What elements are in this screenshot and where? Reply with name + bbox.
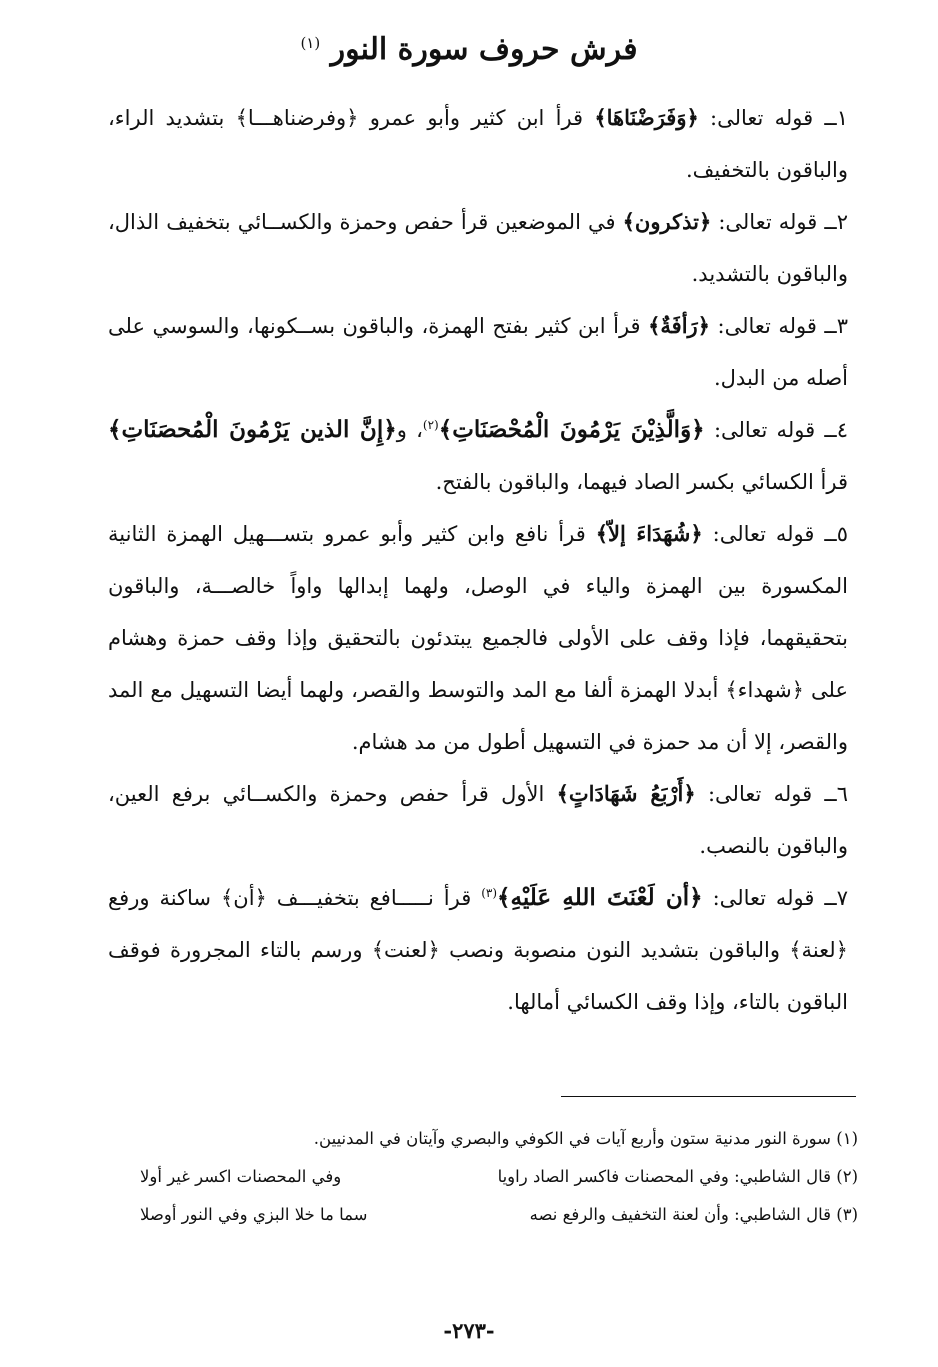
paragraph-lead: قوله تعالى:: [717, 314, 817, 338]
paragraph-lead: قوله تعالى:: [707, 782, 813, 806]
footnote-2-first-hemistich: (٢) قال الشاطبي: وفي المحصنات فاكسر الصاد راويا: [497, 1167, 858, 1186]
footnote-3-first-hemistich: (٣) قال الشاطبي: وأن لعنة التخفيف والرفع نصه: [529, 1205, 858, 1224]
paragraph-connector: ، و: [396, 418, 423, 442]
footnote-2-second-hemistich: وفي المحصنات اكسر غير أولا: [140, 1167, 342, 1186]
paragraph-text: في الموضعين قرأ حفص وحمزة والكســائي بتخفيف الذال، والباقون بالتشديد.: [108, 210, 848, 286]
quran-quote: ﴿وَفَرَضْنَاهَا﴾: [594, 105, 699, 130]
page-title: [0, 30, 938, 69]
quran-quote: ﴿وَالَّذِيْنَ يَرْمُونَ الْمُحْصَنَاتِ﴾: [438, 416, 705, 443]
paragraph-text: قرأ نـــــافع بتخفيـــف ﴿أن﴾ ساكنة ورفع ﴿لعنة﴾ والباقون بتشديد النون منصوبة ونصب ﴿لعنت﴾ ورسم بالتاء المجرورة فوقف الباقون بالتاء، وإذا وقف الكسائي أمالها.: [108, 886, 848, 1014]
paragraph-6: [108, 768, 848, 872]
quran-quote: ﴿تذكرون﴾: [622, 209, 712, 234]
paragraph-number: ٤ــ: [824, 418, 848, 442]
footnotes: [140, 1120, 858, 1234]
paragraph-text: قرأ ابن كثير وأبو عمرو ﴿وفرضناهـــا﴾ بتشديد الراء، والباقون بالتخفيف.: [108, 106, 848, 182]
paragraph-1: [108, 92, 848, 196]
footnote-1: (١) سورة النور مدنية ستون وأربع آيات في الكوفي والبصري وآيتان في المدنيين.: [313, 1129, 858, 1148]
paragraph-5: [108, 508, 848, 768]
footnote-3-second-hemistich: سما ما خلا البزي وفي النور أوصلا: [140, 1205, 368, 1224]
paragraph-number: ٦ــ: [824, 782, 848, 806]
paragraph-number: ١ــ: [824, 106, 848, 130]
footnote-divider: [561, 1096, 856, 1097]
paragraph-text: الأول قرأ حفص وحمزة والكســائي برفع العين، والباقون بالنصب.: [108, 782, 848, 858]
paragraph-4: [108, 404, 848, 508]
paragraph-lead: قوله تعالى:: [712, 886, 815, 910]
page-number: -٢٧٣-: [443, 1318, 495, 1343]
paragraph-2: [108, 196, 848, 300]
paragraph-number: ٧ــ: [824, 886, 848, 910]
title-footnote-marker: (١): [300, 34, 321, 52]
main-text: [108, 92, 848, 1028]
paragraph-lead: قوله تعالى:: [713, 418, 816, 442]
quran-quote: ﴿رَأفَةٌ﴾: [648, 313, 710, 338]
paragraph-3: [108, 300, 848, 404]
quran-quote: ﴿شُهَدَاءَ إلاّ﴾: [595, 521, 703, 546]
paragraph-number: ٥ــ: [824, 522, 848, 546]
paragraph-lead: قوله تعالى:: [718, 210, 818, 234]
paragraph-text: قرأ نافع وابن كثير وأبو عمرو بتســـهيل الهمزة الثانية المكسورة بين الهمزة والياء في الوصل، ولهما إبدالها واواً خالصـــة، والباقون بتحقيقهما، فإذا وقف على الأولى فالجميع يبتدئون بالتحقيق وإذا وقف حمزة وهشام على ﴿شهداء﴾ أبدلا الهمزة ألفا مع المد والتوسط والقصر، ولهما أيضا التسهيل مع المد والقصر، إلا أن مد حمزة في التسهيل أطول من مد هشام.: [108, 522, 848, 754]
paragraph-text: قرأ الكسائي بكسر الصاد فيهما، والباقون بالفتح.: [435, 470, 848, 494]
paragraph-number: ٢ــ: [824, 210, 848, 234]
quran-quote: ﴿أن لَعْنَتَ اللهِ عَلَيْهِ﴾: [497, 884, 703, 911]
paragraph-7: [108, 872, 848, 1028]
paragraph-text: قرأ ابن كثير بفتح الهمزة، والباقون بســكونها، والسوسي على أصله من البدل.: [108, 314, 848, 390]
footnote-3: [140, 1196, 858, 1234]
paragraph-lead: قوله تعالى:: [710, 106, 814, 130]
quran-quote-2: ﴿إِنَّ الذين يَرْمُونَ الْمُحصَنَاتِ﴾: [108, 416, 397, 443]
footnote-marker: (٣): [481, 886, 498, 900]
quran-quote: ﴿أَرْبَعُ شَهَادَاتٍ﴾: [556, 781, 696, 806]
footnote-marker: (٢): [422, 418, 439, 432]
paragraph-lead: قوله تعالى:: [712, 522, 815, 546]
title-text: فرش حروف سورة النور: [330, 32, 638, 67]
paragraph-number: ٣ــ: [824, 314, 848, 338]
footnote-2: [140, 1158, 858, 1196]
